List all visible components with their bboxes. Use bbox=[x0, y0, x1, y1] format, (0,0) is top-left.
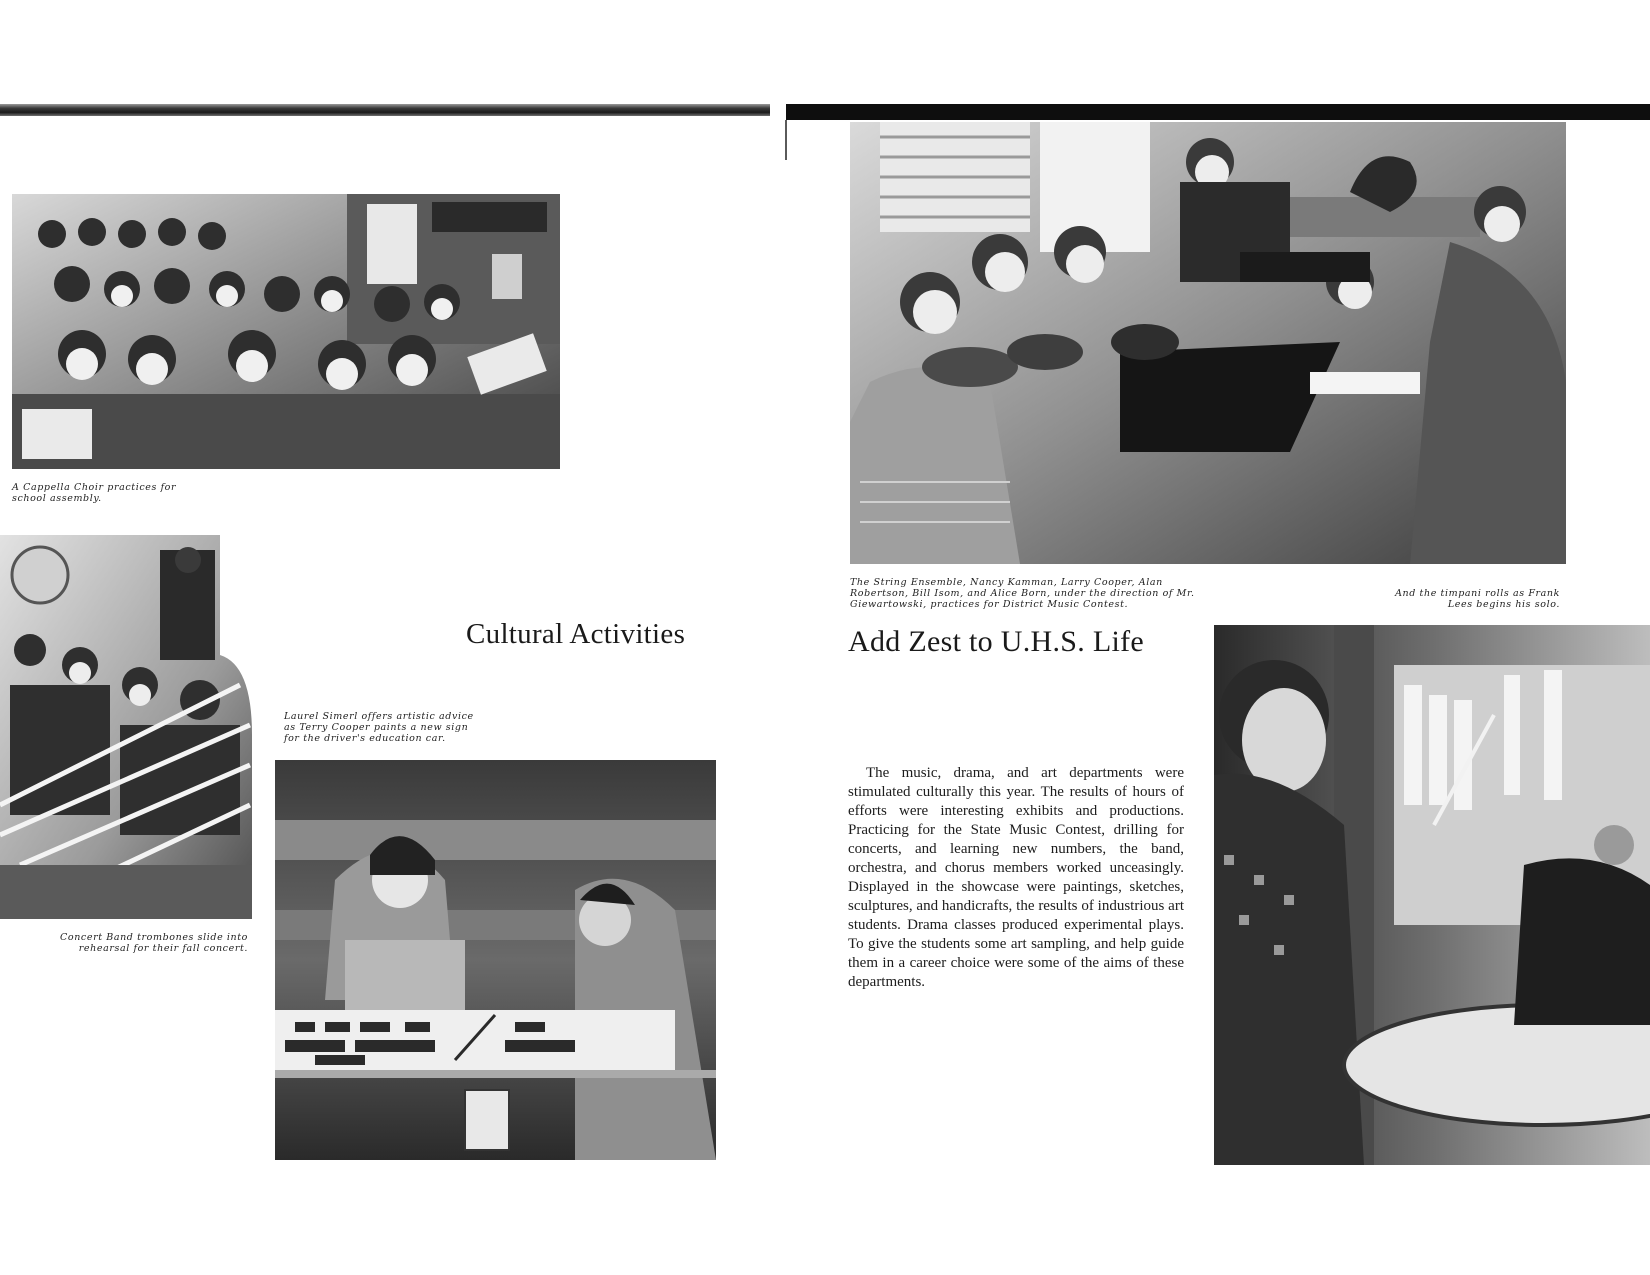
string-ensemble-photo bbox=[850, 122, 1566, 564]
choir-photo bbox=[12, 194, 560, 469]
art-caption: Laurel Simerl offers artistic advice as Terry Cooper paints a new sign for the driver's education car. bbox=[284, 711, 474, 744]
timpani-photo bbox=[1214, 625, 1650, 1165]
article-body: The music, drama, and art departments were stimulated culturally this year. The results of hours of efforts were interesting exhibits and productions. Practicing for the State Music Contest, drilling for concerts, and learning new numbers, the band, orchestra, and chorus members worked unceasingly. Displayed in the showcase were paintings, sketches, sculptures, and handicrafts, the results of industrious art students. Drama classes produced experimental plays. To give the students some art sampling, and help guide them in a career choice were some of the aims of these departments. bbox=[848, 765, 1184, 990]
art-sign-photo bbox=[275, 760, 716, 1160]
band-trombones-photo bbox=[0, 535, 252, 919]
left-page-top-edge bbox=[0, 104, 770, 116]
choir-caption: A Cappella Choir practices for school assembly. bbox=[12, 482, 177, 504]
right-page-top-edge bbox=[786, 104, 1650, 120]
headline-add-zest: Add Zest to U.H.S. Life bbox=[848, 625, 1145, 658]
string-ensemble-caption: The String Ensemble, Nancy Kamman, Larry Cooper, Alan Robertson, Bill Isom, and Alice Born, under the direction of Mr. Giewartowski, practices for District Music Contest. bbox=[850, 577, 1195, 610]
page-gutter bbox=[785, 120, 787, 160]
headline-cultural-activities: Cultural Activities bbox=[466, 618, 686, 650]
timpani-caption: And the timpani rolls as Frank Lees begins his solo. bbox=[1395, 588, 1560, 610]
band-caption: Concert Band trombones slide into rehearsal for their fall concert. bbox=[60, 932, 248, 954]
